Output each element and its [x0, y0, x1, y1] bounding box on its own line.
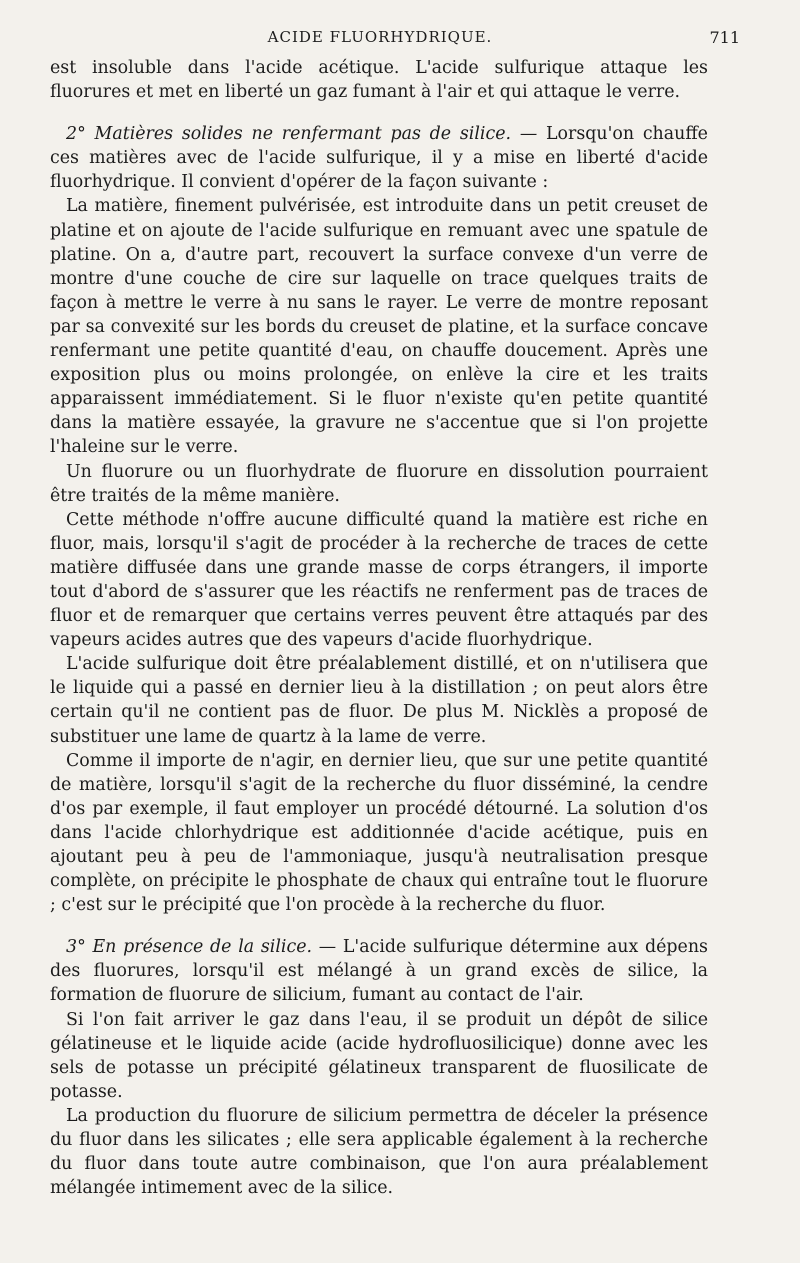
paragraph-text: Comme il importe de n'agir, en dernier lieu, que sur une petite quantité de matière, lorsqu'il s'agit de la recherche du fluor disséminé, la cendre d'os par exemple, il faut employer un procédé détourné. La solution d'os dans l'acide chlorhydrique est additionnée d'acide acétique, puis en ajoutant peu à peu de l'ammoniaque, jusqu'à neutralisation presque complète, on précipite le phosphate de chaux qui entraîne tout le fluorure ; c'est sur le précipité que l'on procède à la recherche du fluor.: [50, 750, 708, 916]
body-text: [50, 56, 708, 1200]
paragraph-text: L'acide sulfurique détermine aux dépens des fluorures, lorsqu'il est mélangé à un grand excès de silice, la formation de fluorure de silicium, fumant au contact de l'air.: [50, 937, 708, 1006]
paragraph-text: Cette méthode n'offre aucune difficulté quand la matière est riche en fluor, mais, lorsqu'il s'agit de procéder à la recherche de traces de cette matière diffusée dans une grande masse de corps étrangers, il importe tout d'abord de s'assurer que les réactifs ne renferment pas de traces de fluor et de remarquer que certains verres peuvent être attaqués par des vapeurs acides autres que des vapeurs d'acide fluorhydrique.: [50, 509, 708, 651]
page-number: 711: [709, 28, 740, 47]
paragraph-text: L'acide sulfurique doit être préalablement distillé, et on n'utilisera que le liquide qui a passé en dernier lieu à la distillation ; on peut alors être certain qu'il ne contient pas de fluor. De plus M. Nicklès a proposé de substituer une lame de quartz à la lame de verre.: [50, 654, 708, 747]
paragraph: [50, 1008, 708, 1104]
paragraph-text: Un fluorure ou un fluorhydrate de fluorure en dissolution pourraient être traités de la même manière.: [50, 461, 708, 506]
paragraph-text: La matière, finement pulvérisée, est introduite dans un petit creuset de platine et on ajoute de l'acide sulfurique en remuant avec une spatule de platine. On a, d'autre part, recouvert la surface convexe d'un verre de montre d'une couche de cire sur laquelle on trace quelques traits de façon à mettre le verre à nu sans le rayer. Le verre de montre reposant par sa convexité sur les bords du creuset de platine, et la surface concave renfermant une petite quantité d'eau, on chauffe doucement. Après une exposition plus ou moins prolongée, on enlève la cire et les traits apparaissent immédiatement. Si le fluor n'existe qu'en petite quantité dans la matière essayée, la gravure ne s'accentue que si l'on projette l'haleine sur le verre.: [50, 196, 708, 458]
paragraph-text: Lorsqu'on chauffe ces matières avec de l'acide sulfurique, il y a mise en liberté d'acide fluorhydrique. Il convient d'opérer de la façon suivante :: [50, 124, 708, 193]
section-heading: 3° En présence de la silice. —: [66, 937, 337, 958]
paragraph: [50, 749, 708, 918]
running-title: ACIDE FLUORHYDRIQUE.: [267, 28, 493, 46]
paragraph: [50, 1104, 708, 1200]
section-3-paragraph: [50, 935, 708, 1007]
paragraph-text: Si l'on fait arriver le gaz dans l'eau, il se produit un dépôt de silice gélatineuse et le liquide acide (acide hydrofluosilicique) donne avec les sels de potasse un précipité gélatineux transparent de fluosilicate de potasse.: [50, 1009, 708, 1102]
section-2-paragraph: [50, 122, 708, 194]
paragraph-text: est insoluble dans l'acide acétique. L'acide sulfurique attaque les fluorures et met en liberté un gaz fumant à l'air et qui attaque le verre.: [50, 58, 708, 103]
section-heading: 2° Matières solides ne renfermant pas de silice. —: [66, 124, 538, 145]
paragraph: [50, 508, 708, 653]
paragraph-text: La production du fluorure de silicium permettra de déceler la présence du fluor dans les silicates ; elle sera applicable également à la recherche du fluor dans toute autre combinaison, que l'on aura préalablement mélangée intimement avec de la silice.: [50, 1105, 708, 1199]
paragraph: [50, 652, 708, 748]
paragraph: [50, 194, 708, 459]
paragraph: [50, 56, 708, 104]
paragraph: [50, 460, 708, 508]
page-header: [50, 28, 740, 54]
